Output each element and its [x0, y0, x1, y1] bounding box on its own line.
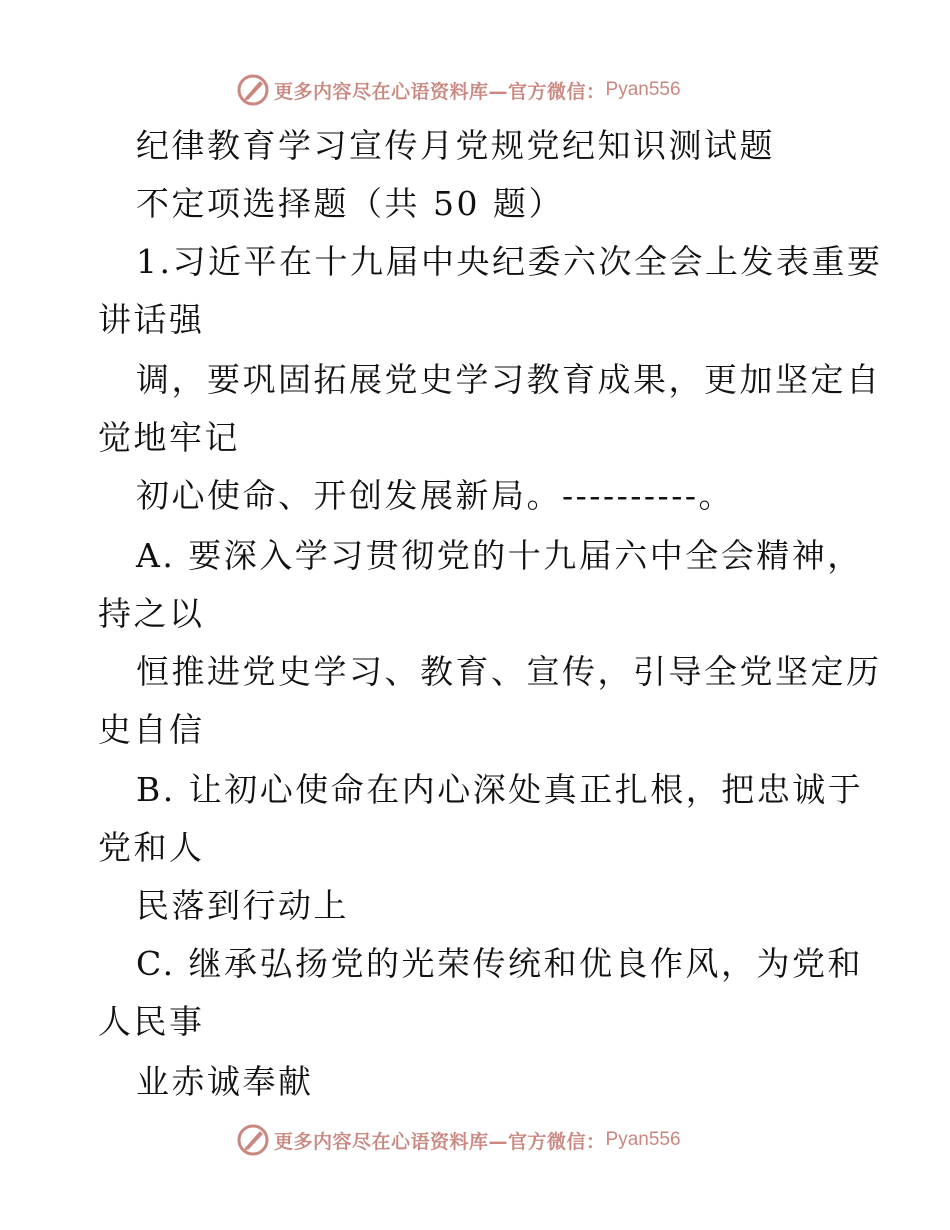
option-a-line: 持之以: [98, 594, 205, 633]
option-b-line: 党和人: [98, 828, 205, 867]
header-watermark: [236, 72, 681, 108]
option-c-line: 人民事: [98, 1002, 205, 1041]
option-a-line: 恒推进党史学习、教育、宣传，引导全党坚定历: [136, 652, 882, 691]
section-heading: 不定项选择题（共 50 题）: [136, 184, 564, 223]
watermark-handle: Pyan556: [605, 79, 681, 100]
question-1-line: 觉地牢记: [98, 418, 240, 457]
document-title: 纪律教育学习宣传月党规党纪知识测试题: [136, 126, 775, 165]
question-1-line: 1.习近平在十九届中央纪委六次全会上发表重要: [136, 242, 883, 281]
option-a-line: 史自信: [98, 710, 205, 749]
option-b-line: B. 让初心使命在内心深处真正扎根，把忠诚于: [136, 770, 864, 809]
question-1-line: 调，要巩固拓展党史学习教育成果，更加坚定自: [136, 360, 882, 399]
option-a-line: A. 要深入学习贯彻党的十九届六中全会精神，: [136, 536, 863, 575]
quill-logo-icon: [236, 1123, 270, 1157]
watermark-text: 更多内容尽在心语资料库—官方微信：: [274, 80, 606, 103]
footer-watermark: [236, 1122, 681, 1158]
question-1-line: 讲话强: [98, 300, 205, 339]
watermark-handle: Pyan556: [605, 1129, 681, 1150]
option-c-line: C. 继承弘扬党的光荣传统和优良作风，为党和: [136, 944, 864, 983]
quill-logo-icon: [236, 73, 270, 107]
watermark-text: 更多内容尽在心语资料库—官方微信：: [274, 1130, 606, 1153]
option-b-line: 民落到行动上: [136, 886, 349, 925]
option-c-line: 业赤诚奉献: [136, 1062, 314, 1101]
question-1-line: 初心使命、开创发展新局。----------。: [136, 476, 735, 515]
